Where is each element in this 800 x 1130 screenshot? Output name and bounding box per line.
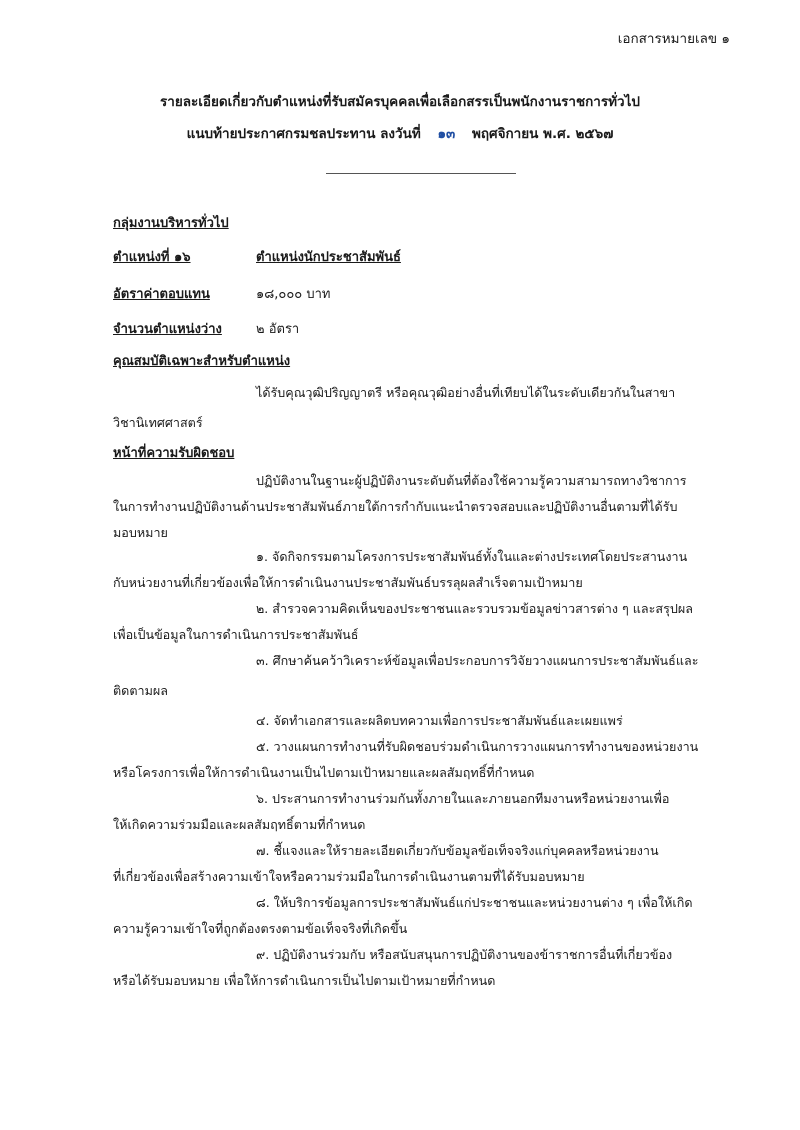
duty-item: ๗. ชี้แจงและให้รายละเอียดเกี่ยวกับข้อมูลข้อเท็จจริงแก่บุคคลหรือหน่วยงาน: [256, 843, 659, 858]
duty-item-cont: หรือโครงการเพื่อให้การดำเนินงานเป็นไปตามเป้าหมายและผลสัมฤทธิ์ที่กำหนด: [113, 765, 535, 780]
duty-item: ๙. ปฏิบัติงานร่วมกับ หรือสนับสนุนการปฏิบัติงานของข้าราชการอื่นที่เกี่ยวข้อง: [256, 947, 673, 962]
duties-intro-line: ปฏิบัติงานในฐานะผู้ปฏิบัติงานระดับต้นที่ต้องใช้ความรู้ความสามารถทางวิชาการ: [256, 473, 687, 488]
duties-heading: หน้าที่ความรับผิดชอบ: [113, 446, 235, 461]
vacancy-value: ๒ อัตรา: [256, 322, 300, 337]
duty-item-cont: ความรู้ความเข้าใจที่ถูกต้องตรงตามข้อเท็จจริงที่เกิดขึ้น: [113, 921, 408, 936]
salary-value: ๑๘,๐๐๐ บาท: [256, 287, 331, 302]
title-divider: [326, 173, 516, 174]
announcement-month-year: พฤศจิกายน พ.ศ. ๒๕๖๗: [471, 126, 614, 142]
duty-item-cont: กับหน่วยงานที่เกี่ยวข้องเพื่อให้การดำเนินงานประชาสัมพันธ์บรรลุผลสำเร็จตามเป้าหมาย: [113, 575, 583, 590]
duties-list: [113, 544, 725, 994]
duty-item: ๒. สำรวจความคิดเห็นของประชาชนและรวบรวมข้อมูลข่าวสารต่าง ๆ และสรุปผล: [256, 601, 693, 616]
duty-item: ๖. ประสานการทำงานร่วมกันทั้งภายในและภายนอกทีมงานหรือหน่วยงานเพื่อ: [256, 791, 670, 806]
duty-item: ๕. วางแผนการทำงานที่รับผิดชอบร่วมดำเนินการวางแผนการทำงานของหน่วยงาน: [256, 739, 699, 754]
position-number-label: ตำแหน่งที่ ๑๖: [113, 250, 191, 265]
duty-item-cont: ติดตามผล: [113, 683, 169, 698]
position-title: ตำแหน่งนักประชาสัมพันธ์: [256, 250, 401, 265]
duties-intro: [113, 468, 725, 546]
duty-item-cont: ให้เกิดความร่วมมือและผลสัมฤทธิ์ตามที่กำหนด: [113, 817, 366, 832]
duty-item: ๔. จัดทำเอกสารและผลิตบทความเพื่อการประชาสัมพันธ์และเผยแพร่: [256, 713, 623, 728]
duty-item: ๑. จัดกิจกรรมตามโครงการประชาสัมพันธ์ทั้งในและต่างประเทศโดยประสานงาน: [256, 549, 688, 564]
salary-label: อัตราค่าตอบแทน: [113, 287, 210, 302]
vacancy-label: จำนวนตำแหน่งว่าง: [113, 322, 222, 337]
qualifications-line: วิชานิเทศศาสตร์: [113, 415, 203, 430]
group-heading: กลุ่มงานบริหารทั่วไป: [113, 216, 229, 231]
duties-intro-line: มอบหมาย: [113, 525, 168, 540]
document-number: เอกสารหมายเลข ๑: [617, 31, 730, 47]
qualifications-heading: คุณสมบัติเฉพาะสำหรับตำแหน่ง: [113, 354, 291, 369]
duty-item: ๘. ให้บริการข้อมูลการประชาสัมพันธ์แก่ประชาชนและหน่วยงานต่าง ๆ เพื่อให้เกิด: [256, 895, 693, 910]
qualifications-text: [113, 378, 725, 438]
document-subtitle: [0, 122, 800, 144]
qualifications-line: ได้รับคุณวุฒิปริญญาตรี หรือคุณวุฒิอย่างอื่นที่เทียบได้ในระดับเดียวกันในสาขา: [256, 385, 676, 400]
duties-intro-line: ในการทำงานปฏิบัติงานด้านประชาสัมพันธ์ภายใต้การกำกับแนะนำตรวจสอบและปฏิบัติงานอื่นตามที่ได้รับ: [113, 499, 678, 514]
duty-item: ๓. ศึกษาค้นคว้าวิเคราะห์ข้อมูลเพื่อประกอบการวิจัยวางแผนการประชาสัมพันธ์และ: [256, 653, 699, 668]
duty-item-cont: เพื่อเป็นข้อมูลในการดำเนินการประชาสัมพันธ์: [113, 627, 359, 642]
duty-item-cont: หรือได้รับมอบหมาย เพื่อให้การดำเนินการเป็นไปตามเป้าหมายที่กำหนด: [113, 973, 496, 988]
document-title: รายละเอียดเกี่ยวกับตำแหน่งที่รับสมัครบุคคลเพื่อเลือกสรรเป็นพนักงานราชการทั่วไป: [160, 94, 640, 110]
announcement-day: ๑๓: [437, 126, 456, 142]
duty-item-cont: ที่เกี่ยวข้องเพื่อสร้างความเข้าใจหรือความร่วมมือในการดำเนินงานตามที่ได้รับมอบหมาย: [113, 869, 585, 884]
announcement-prefix: แนบท้ายประกาศกรมชลประทาน ลงวันที่: [186, 126, 421, 142]
